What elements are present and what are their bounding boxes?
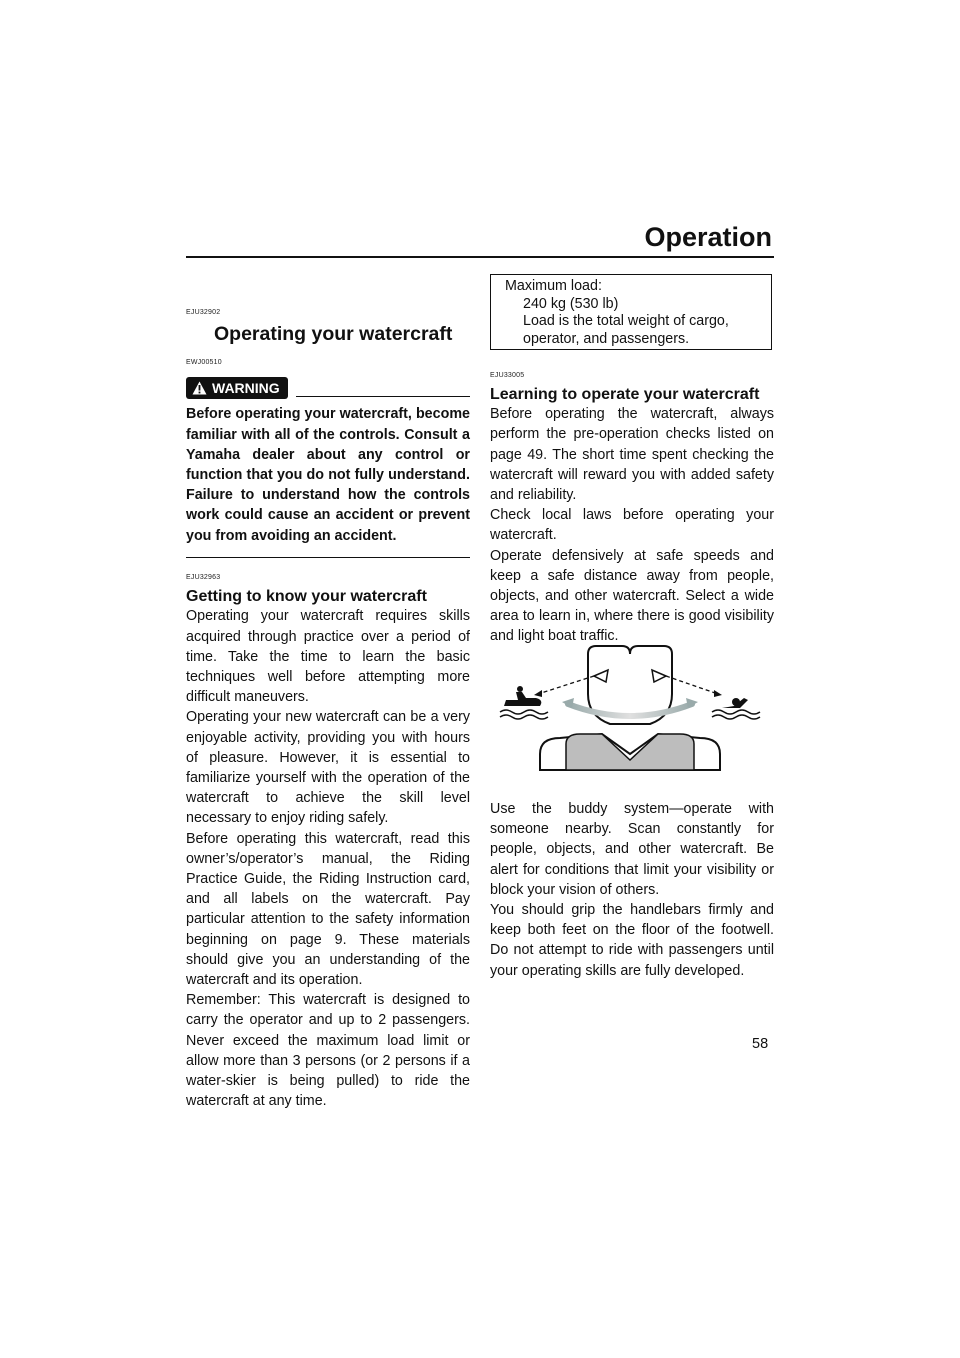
sight-arrow-right-icon [714,690,722,697]
life-vest [566,734,694,770]
section-title: Operating your watercraft [214,323,453,346]
left-column [186,303,470,1111]
page-header-title: Operation [644,222,772,252]
sight-line-left [538,676,594,694]
paragraph: You should grip the handlebars firmly and keep both feet on the floor of the footwell. Do not attempt to ride with passengers until your operating skills are fully developed. [490,902,774,979]
max-load-box [490,274,772,350]
paragraph: Before operating the watercraft, always perform the pre-operation checks listed on page 49. The short time spent checking the watercraft will reward you with added safety and reliability. [490,406,774,504]
section-code: EJU33005 [490,372,525,379]
max-load-value: 240 kg (530 lb) [523,295,619,312]
paragraph: Before operating this watercraft, read this owner’s/operator’s manual, the Riding Practice Guide, the Riding Instruction card, and all labels on the watercraft. Pay particular attention to the safety information beginning on page 9. These materials should give you an understanding of the watercraft and its operation. [186,830,470,988]
warning-rule [296,396,470,397]
header-rule [186,256,774,258]
swimmer-icon [712,698,760,719]
warning-header [186,377,470,399]
warning-label: WARNING [212,380,280,397]
warning-end-rule [186,557,470,558]
max-load-label: Maximum load: [505,278,602,294]
paragraph: Operating your watercraft requires skills acquired through practice over a period of time. Take the time to learn the basic techniques well before attempting more difficult maneuvers. [186,608,470,706]
paragraph: Remember: This watercraft is designed to carry the operator and up to 2 passengers. Never exceed the maximum load limit or allow more than 3 persons (or 2 persons if a water-skier is being pulled) to ride the watercraft at any time. [186,992,470,1110]
section-code: EJU32902 [186,309,221,316]
page-number: 58 [752,1036,769,1052]
sight-line-right [666,676,718,694]
warning-badge [186,377,288,399]
paragraph: Operate defensively at safe speeds and keep a safe distance away from people, objects, and other watercraft. Select a wide area to learn in, where there is good visibility and light boat traffic. [490,547,774,645]
subsection-title: Learning to operate your watercraft [490,386,760,404]
max-load-note: Load is the total weight of cargo, operator, and passengers. [523,313,729,347]
section-code: EJU32963 [186,574,221,582]
right-column [490,366,774,647]
warning-code: EWJ00510 [186,359,222,367]
warning-text: Before operating your watercraft, become familiar with all of the controls. Consult a Yamaha dealer about any control or function that you do not fully understand. Failure to understand how the controls work could cause an accident or prevent you from avoiding an accident. [186,406,470,544]
warning-icon [192,381,207,395]
lookout-illustration [490,636,774,772]
paragraph: Use the buddy system—operate with someone nearby. Scan constantly for people, objects, and other watercraft. Be alert for conditions that limit your visibility or block your vision of others. [490,801,774,898]
right-column-continued [490,799,774,981]
paragraph: Operating your new watercraft can be a very enjoyable activity, providing you with hours of pleasure. However, it is essential to familiarize yourself with the operation of the watercraft to achieve the skill level necessary to enjoy riding safely. [186,709,470,827]
subsection-title: Getting to know your watercraft [186,588,427,606]
paragraph: Check local laws before operating your watercraft. [490,507,774,544]
sight-arrow-left-icon [534,690,542,697]
